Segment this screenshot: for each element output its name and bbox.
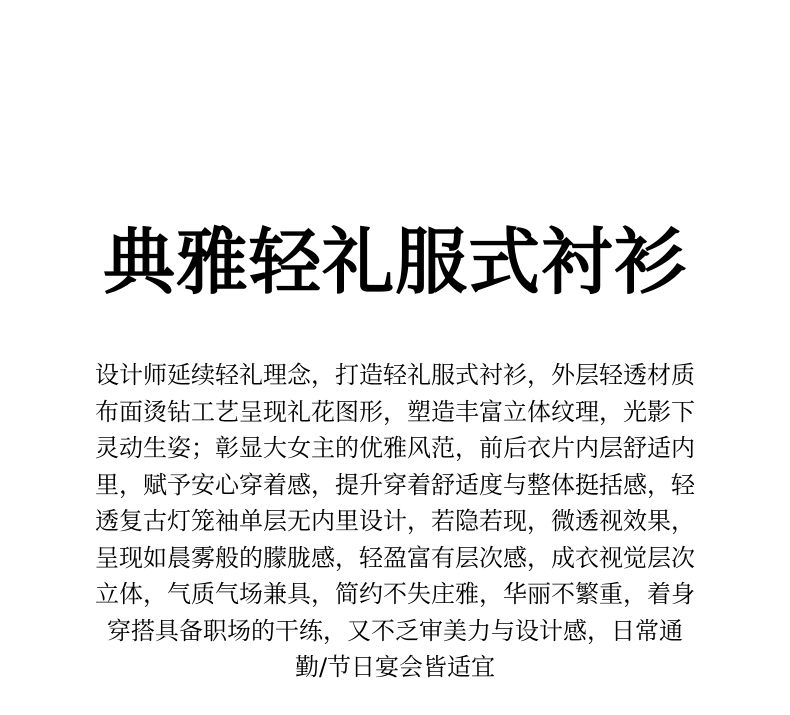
description-line: 布面烫钻工艺呈现礼花图形，塑造丰富立体纹理，光影下	[95, 397, 695, 426]
description-line: 立体，气质气场兼具，简约不失庄雅，华丽不繁重，着身	[95, 580, 695, 608]
description-line: 设计师延续轻礼理念，打造轻礼服式衬衫，外层轻透材质	[95, 361, 695, 389]
page-title: 典雅轻礼服式衬衫	[102, 220, 687, 305]
description-line: 呈现如晨雾般的朦胧感，轻盈富有层次感，成衣视觉层次	[95, 543, 695, 572]
description-line: 里，赋予安心穿着感，提升穿着舒适度与整体挺括感，轻	[95, 470, 695, 499]
description-line: 透复古灯笼袖单层无内里设计，若隐若现，微透视效果，	[95, 507, 695, 535]
description-line: 穿搭具备职场的干练，又不乏审美力与设计感，日常通	[107, 616, 683, 645]
product-description	[70, 357, 720, 686]
description-line: 勤/节日宴会皆适宜	[294, 653, 496, 681]
description-line: 灵动生姿；彰显大女主的优雅风范，前后衣片内层舒适内	[95, 434, 695, 462]
